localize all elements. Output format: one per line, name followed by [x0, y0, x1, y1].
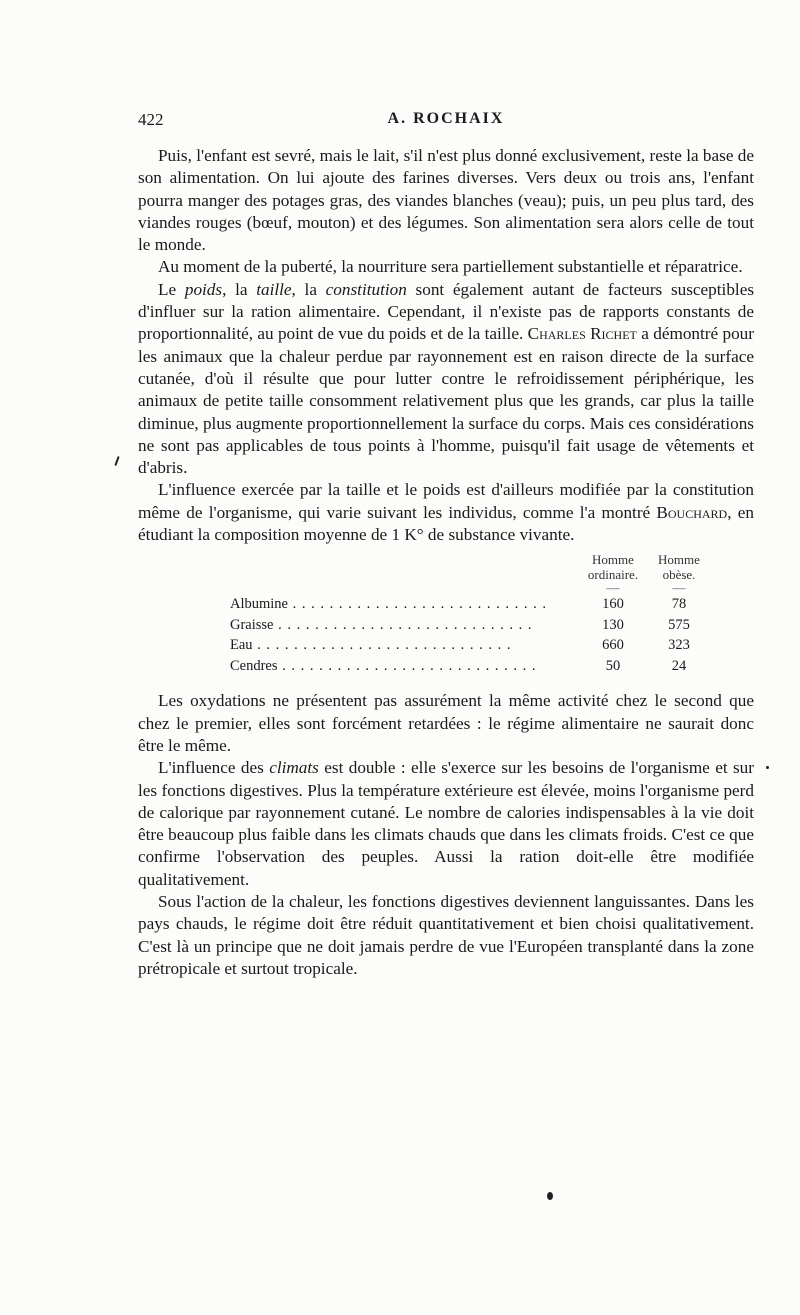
table-row: [230, 615, 730, 636]
ink-spot: [547, 1192, 553, 1200]
value-ordinaire: 660: [602, 637, 624, 654]
page-header: [138, 110, 754, 134]
running-title: A. ROCHAIX: [387, 110, 505, 127]
paragraph-constitution: L'influence exercée par la taille et le poids est d'ailleurs modifiée par la constitution même de l'organisme, qui varie suivant les individus, comme l'a montré Bouchard, en étudiant la composition moyenne de 1 K° de substance vivante.: [138, 480, 754, 545]
term-poids: poids: [184, 279, 223, 299]
table-row: [230, 656, 730, 677]
body-text: [138, 145, 754, 980]
value-obese: 24: [671, 657, 687, 674]
table-header-line-1: [230, 552, 730, 567]
author-bouchard: Bouchard: [656, 502, 728, 522]
term-constitution: constitution: [325, 279, 407, 299]
paragraph-weight-size: Le poids, la taille, la constitution sont également autant de facteurs susceptibles d'influer sur la ration alimentaire. Cependant, il n'existe pas de rapports constants de proportionnalité, au point de vue du poids et de la taille. Charles Richet a démontré pour les animaux que la chaleur perdue par rayonnement est en raison directe de la surface cutanée, d'où il résulte que pour lutter contre le refroidissement périphérique, les animaux de petite taille consomment relativement plus que les grands, car plus la taille diminue, plus augmente proportionnellement la surface du corps. Mais ces considérations ne sont pas applicables de tous points à l'homme, puisqu'il fait usage de vêtements et d'abris.: [138, 279, 755, 478]
row-label: Cendres . . .: [230, 656, 580, 677]
row-label: Eau . . .: [230, 635, 580, 656]
term-climats: climats: [269, 758, 319, 778]
table-header-line-2: [230, 567, 730, 582]
value-ordinaire: 130: [602, 616, 624, 633]
term-taille: taille: [256, 279, 292, 299]
row-label: Albumine . . .: [230, 594, 580, 615]
paragraph-weaning: Puis, l'enfant est sevré, mais le lait, s'il n'est plus donné exclusivement, reste la base de son alimentation. On lui ajoute des farines diverses. Vers deux ou trois ans, l'enfant pourra manger des potages gras, des viandes blanches (veau); puis, un peu plus tard, des viandes rouges (bœuf, mouton) et des légumes. Son alimentation sera alors celle de tout le monde.: [138, 146, 754, 255]
row-label: Graisse . . .: [230, 615, 580, 636]
value-obese: 575: [668, 616, 690, 633]
value-obese: 78: [671, 596, 687, 613]
dash-obese: —: [672, 580, 686, 596]
col-header-ordinaire-1: Homme: [592, 552, 634, 568]
col-header-obese-1: Homme: [658, 552, 700, 568]
paragraph-oxydations: Les oxydations ne présentent pas assurément la même activité chez le second que chez le premier, elles sont forcément retardées : le régime alimentaire ne saurait donc être le même.: [138, 691, 754, 755]
author-richet: Charles Richet: [527, 324, 637, 344]
table-row: [230, 594, 730, 615]
table-row: [230, 635, 730, 656]
dash-ordinaire: —: [606, 580, 620, 596]
table-header-dashes: [230, 582, 730, 594]
page-number: 422: [138, 110, 164, 129]
paragraph-chaleur: Sous l'action de la chaleur, les fonctions digestives deviennent languissantes. Dans les pays chauds, le régime doit être réduit quantitativement et bien choisi qualitativement. C'est là un principe que ne doit jamais perdre de vue l'Européen transplanté dans la zone prétropicale et surtout tropicale.: [138, 892, 754, 978]
composition-table: [230, 552, 730, 676]
ink-mark: [114, 456, 119, 466]
value-ordinaire: 160: [602, 596, 624, 613]
ink-speck: [766, 766, 769, 769]
col-header-ordinaire-2: ordinaire.: [587, 567, 639, 583]
paragraph-climats: L'influence des climats est double : elle s'exerce sur les besoins de l'organisme et sur les fonctions digestives. Plus la température extérieure est élevée, moins l'organisme perd de calorique par rayonnement cutané. Le nombre de calories indispensables à la vie doit être beaucoup plus faible dans les climats chauds que dans les climats froids. C'est ce que confirme l'observation des peuples. Aussi la ration doit-elle être modifiée qualitativement.: [138, 758, 754, 889]
value-ordinaire: 50: [605, 657, 621, 674]
col-header-obese-2: obèse.: [662, 567, 696, 583]
paragraph-puberty: Au moment de la puberté, la nourriture sera partiellement substantielle et réparatrice.: [158, 257, 743, 277]
value-obese: 323: [668, 637, 690, 654]
